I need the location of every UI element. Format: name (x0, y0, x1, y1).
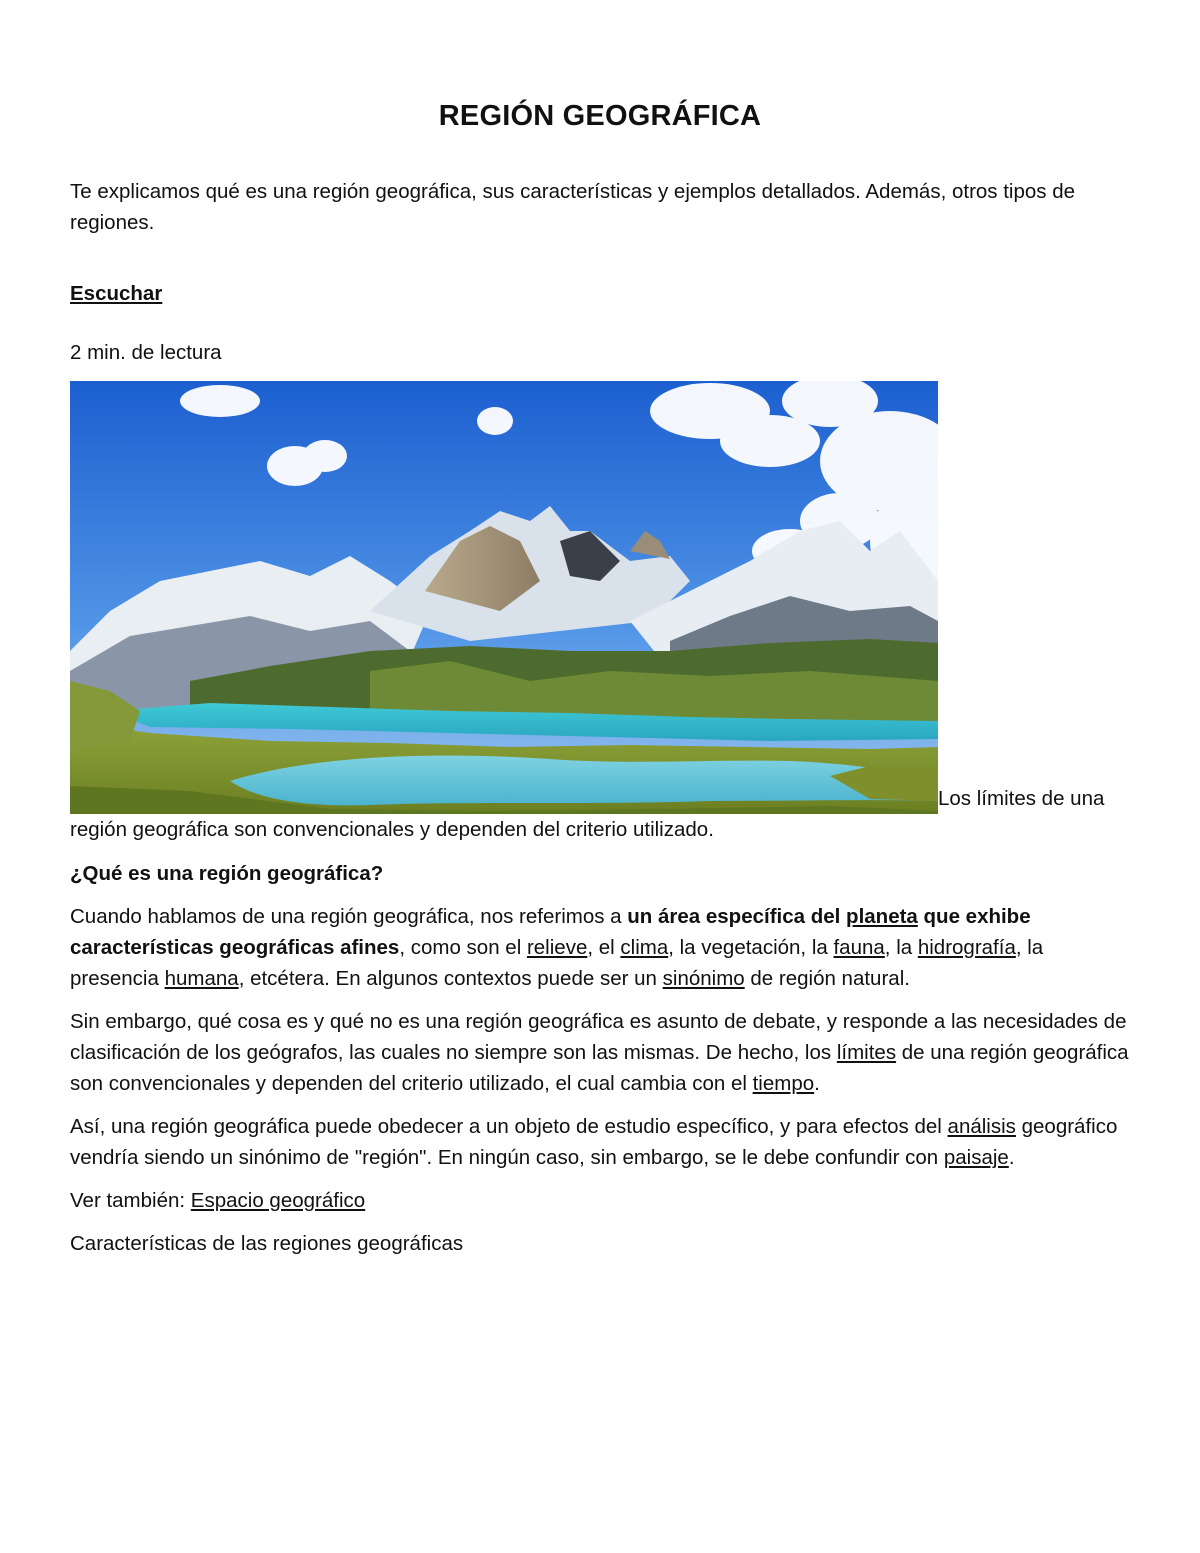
text-run: un área específica del (627, 905, 847, 928)
text-run: . (814, 1072, 820, 1095)
listen-link[interactable]: Escuchar (70, 282, 163, 305)
text-run: Así, una región geográfica puede obedecer a un objeto de estudio específico, y para efectos del (70, 1115, 948, 1138)
page-title: REGIÓN GEOGRÁFICA (438, 100, 762, 132)
link-sinonimo[interactable]: sinónimo (662, 967, 745, 990)
link-espacio-geografico[interactable]: Espacio geográfico (190, 1189, 366, 1212)
link-clima[interactable]: clima (620, 936, 669, 959)
link-paisaje[interactable]: paisaje (943, 1146, 1009, 1169)
text-run: . (1008, 1146, 1015, 1169)
link-relieve[interactable]: relieve (526, 936, 588, 959)
text-run: , la presencia (70, 936, 1044, 990)
link-hidrografia[interactable]: hidrografía (917, 936, 1016, 959)
link-limites[interactable]: límites (836, 1041, 897, 1064)
link-tiempo[interactable]: tiempo (752, 1072, 815, 1095)
paragraph-synonym (70, 1111, 1130, 1173)
intro-text: Te explicamos qué es una región geográfica, sus características y ejemplos detallados. Además, otros tipos de regiones. (70, 180, 1076, 234)
text-run: , como son el (399, 936, 527, 959)
link-humana[interactable]: humana (164, 967, 239, 990)
mountain-lake-photo (70, 381, 938, 814)
link-analisis[interactable]: análisis (947, 1115, 1016, 1138)
figure (70, 381, 1130, 845)
section-heading: ¿Qué es una región geográfica? (70, 862, 384, 885)
read-time: 2 min. de lectura (70, 341, 222, 364)
paragraph-debate (70, 1006, 1130, 1099)
text-run: de una región geográfica son convencionales y dependen del criterio utilizado, el cual cambia con el (70, 1041, 1129, 1095)
text-run: , el (587, 936, 621, 959)
text-run: Cuando hablamos de una región geográfica, nos referimos a (70, 905, 628, 928)
text-run: , la (884, 936, 918, 959)
text-run: , etcétera. En algunos contextos puede ser un (238, 967, 663, 990)
see-also-label: Ver también: (70, 1189, 191, 1212)
link-fauna[interactable]: fauna (833, 936, 885, 959)
article (70, 96, 1130, 1271)
text-run: Sin embargo, qué cosa es y qué no es una región geográfica es asunto de debate, y responde a las necesidades de clasificación de los geógrafos, las cuales no siempre son las mismas. De hecho, los (70, 1010, 1127, 1064)
link-planeta[interactable]: planeta (846, 905, 918, 928)
text-run: geográfico vendría siendo un sinónimo de "región". En ningún caso, sin embargo, se le debe confundir con (70, 1115, 1118, 1169)
paragraph-definition (70, 901, 1130, 994)
text-run: de región natural. (744, 967, 910, 990)
text-run: , la vegetación, la (668, 936, 834, 959)
next-section-heading: Características de las regiones geográficas (70, 1232, 464, 1255)
text-run: que exhibe características geográficas afines (70, 905, 1031, 959)
see-also (70, 1185, 1130, 1216)
image-caption: Los límites de una región geográfica son convencionales y dependen del criterio utilizado. (70, 787, 1105, 841)
